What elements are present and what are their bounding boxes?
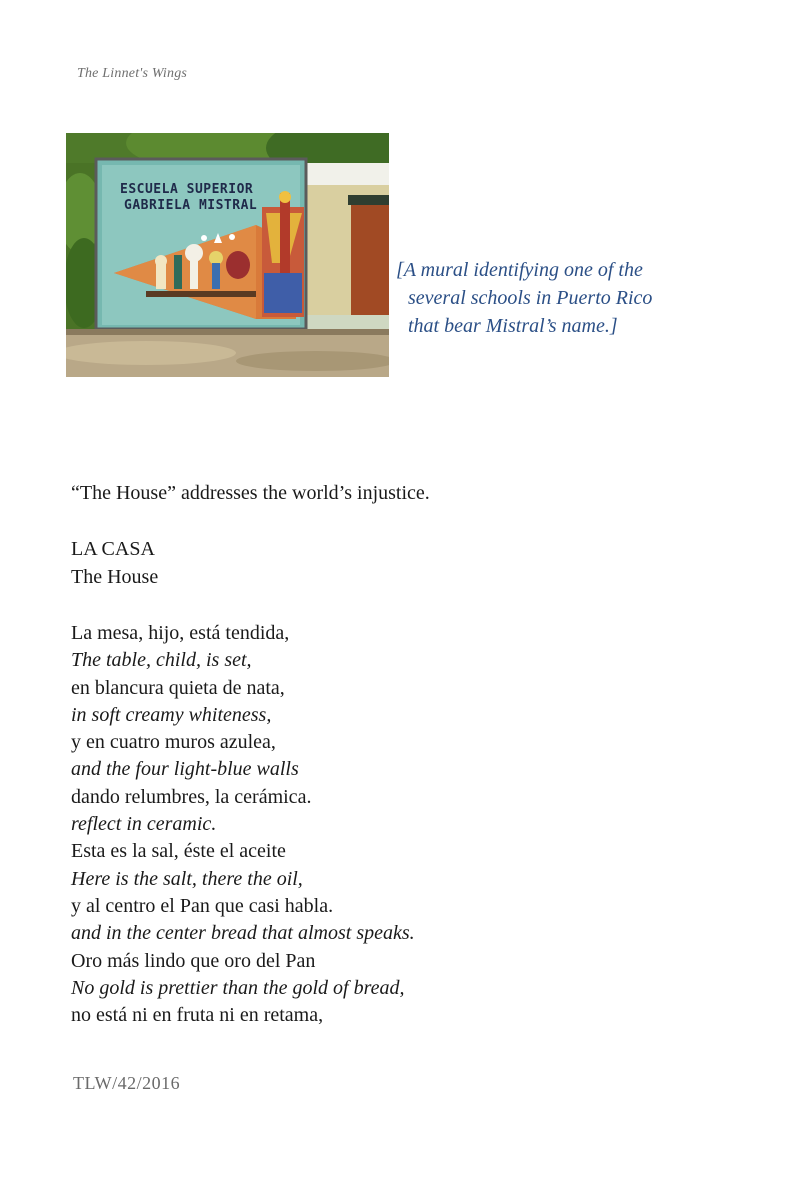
- mural-sign-line-1: ESCUELA SUPERIOR: [120, 182, 254, 197]
- poem-line-spanish: Oro más lindo que oro del Pan: [71, 949, 316, 972]
- caption-line: [A mural identifying one of the: [396, 259, 643, 281]
- running-head: The Linnet's Wings: [77, 66, 188, 81]
- poem-line-english: in soft creamy whiteness,: [71, 703, 272, 726]
- poem-title-spanish: LA CASA: [71, 538, 155, 560]
- poem-line-spanish: y al centro el Pan que casi habla.: [71, 894, 334, 917]
- poem-line-spanish: La mesa, hijo, está tendida,: [71, 622, 290, 644]
- poem-line-spanish: y en cuatro muros azulea,: [71, 731, 276, 754]
- caption-line: that bear Mistral’s name.]: [408, 315, 618, 337]
- poem-line-spanish: no está ni en fruta ni en retama,: [71, 1004, 324, 1027]
- poem-title-english: The House: [71, 566, 159, 588]
- poem-line-english: No gold is prettier than the gold of bread,: [71, 976, 405, 999]
- mural-sign-line-2: GABRIELA MISTRAL: [124, 198, 258, 213]
- poem-line-spanish: Esta es la sal, éste el aceite: [71, 840, 286, 863]
- poem-line-english: Here is the salt, there the oil,: [71, 867, 303, 890]
- mural-photo: [66, 133, 389, 377]
- poem-body: [71, 620, 415, 1029]
- poem-line-english: and in the center bread that almost speaks.: [71, 922, 415, 945]
- poem-line-english: and the four light-blue walls: [71, 758, 299, 781]
- poem-titles: [71, 535, 158, 591]
- poem-line-spanish: dando relumbres, la cerámica.: [71, 785, 312, 808]
- caption-line: several schools in Puerto Rico: [408, 287, 653, 309]
- intro-sentence: “The House” addresses the world’s injustice.: [71, 482, 430, 504]
- poem-line-english: The table, child, is set,: [71, 649, 252, 672]
- poem-line-english: reflect in ceramic.: [71, 813, 217, 836]
- photo-caption: [396, 256, 726, 340]
- page-folio: TLW/42/2016: [73, 1073, 181, 1093]
- poem-line-spanish: en blancura quieta de nata,: [71, 676, 285, 699]
